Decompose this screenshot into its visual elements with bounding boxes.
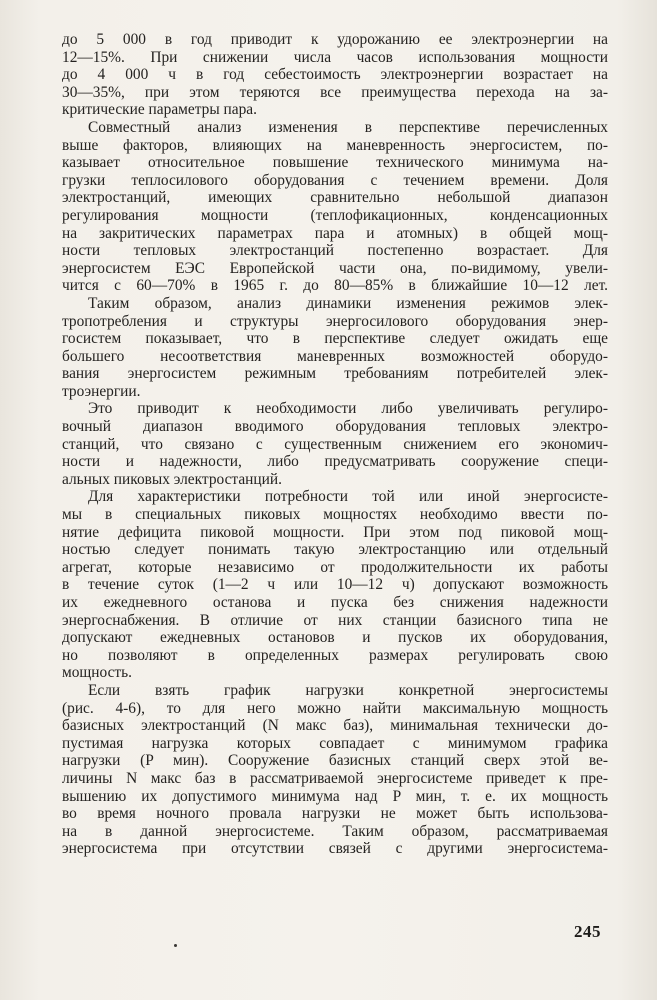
text-line: критические параметры пара. [62, 101, 257, 119]
text-line: тропотребления и структуры энергосилового оборудования энер- [62, 312, 608, 330]
text-line: энергосистем ЕЭС Европейской части она, по-видимому, увели- [62, 259, 608, 277]
body-text [62, 31, 608, 858]
text-line: агрегат, которые независимо от продолжительности их работы [62, 558, 608, 576]
text-line: альных пиковых электростанций. [62, 470, 282, 488]
text-line: Таким образом, анализ динамики изменения режимов элек- [88, 294, 608, 312]
text-line: пустимая нагрузка которых совпадает с минимумом графика [62, 734, 608, 752]
paragraph [62, 682, 608, 858]
text-line: большего несоответствия маневренных возможностей оборудо- [62, 347, 608, 365]
text-line: регулирования мощности (теплофикационных, конденсационных [62, 206, 608, 224]
paragraph [62, 31, 608, 119]
text-line: Это приводит к необходимости либо увеличивать регулиро- [88, 400, 608, 418]
text-line: в течение суток (1—2 ч или 10—12 ч) допускают возможность [62, 576, 608, 594]
text-line: вания энергосистем режимным требованиям потребителей элек- [62, 365, 608, 383]
text-line: станций, что связано с существенным снижением его экономич- [62, 435, 608, 453]
text-line: 12—15%. При снижении числа часов использования мощности [62, 48, 608, 66]
text-line: мощность. [62, 664, 133, 682]
text-line: нятие дефицита пиковой мощности. При этом под пиковой мощ- [62, 523, 608, 541]
text-line: вышению их допустимого минимума над P мин, т. е. их мощность [62, 787, 608, 805]
text-line: Совместный анализ изменения в перспективе перечисленных [88, 118, 608, 136]
print-speck [174, 944, 177, 947]
text-line: Если взять график нагрузки конкретной энергосистемы [88, 681, 608, 699]
text-line: 30—35%, при этом теряются все преимущества перехода на за- [62, 83, 608, 101]
text-line: базисных электростанций (N макс баз), минимальная технически до- [62, 717, 608, 735]
text-line: во время ночного провала нагрузки не может быть использова- [62, 805, 608, 823]
paragraph [62, 295, 608, 401]
text-line: их ежедневного останова и пуска без снижения надежности [62, 594, 608, 611]
text-line: нагрузки (P мин). Сооружение базисных станций сверх этой ве- [62, 752, 608, 770]
text-line: троэнергии. [62, 382, 141, 400]
paragraph [62, 119, 608, 295]
text-line: выше факторов, влияющих на маневренность энергосистем, по- [62, 136, 608, 154]
text-line: до 5 000 в год приводит к удорожанию ее электроэнергии на [62, 31, 608, 48]
paragraph [62, 488, 608, 682]
text-line: ности и надежности, либо предусматривать сооружение специ- [62, 453, 608, 471]
text-line: электростанций, имеющих сравнительно небольшой диапазон [62, 189, 608, 207]
text-line: мы в специальных пиковых мощностях необходимо ввести по- [62, 506, 608, 524]
text-line: энергоснабжения. В отличие от них станции базисного типа не [62, 611, 608, 629]
text-line: чится с 60—70% в 1965 г. до 80—85% в ближайшие 10—12 лет. [62, 277, 608, 295]
text-line: вочный диапазон вводимого оборудования тепловых электро- [62, 418, 608, 436]
text-line: энергосистема при отсутствии связей с другими энергосистема- [62, 840, 608, 858]
text-line: до 4 000 ч в год себестоимость электроэнергии возрастает на [62, 66, 608, 84]
text-line: на закритических параметрах пара и атомных) в общей мощ- [62, 224, 608, 242]
text-line: допускают ежедневных остановов и пусков их оборудования, [62, 629, 608, 647]
text-line: казывает относительное повышение технического минимума на- [62, 154, 608, 172]
page-number: 245 [574, 922, 601, 941]
text-line: но позволяют в определенных размерах регулировать свою [62, 646, 608, 664]
text-line: Для характеристики потребности той или иной энергосисте- [88, 488, 608, 506]
text-line: (рис. 4-6), то для него можно найти максимальную мощность [62, 699, 608, 717]
text-line: на в данной энергосистеме. Таким образом, рассматриваемая [62, 822, 608, 840]
paragraph [62, 400, 608, 488]
text-line: ностью следует понимать такую электростанцию или отдельный [62, 541, 608, 559]
text-line: грузки теплосилового оборудования с течением времени. Доля [62, 171, 608, 189]
text-line: госистем показывает, что в перспективе следует ожидать еще [62, 330, 608, 348]
text-line: личины N макс баз в рассматриваемой энергосистеме приведет к пре- [62, 769, 608, 787]
text-line: ности тепловых электростанций постепенно возрастает. Для [62, 242, 608, 260]
